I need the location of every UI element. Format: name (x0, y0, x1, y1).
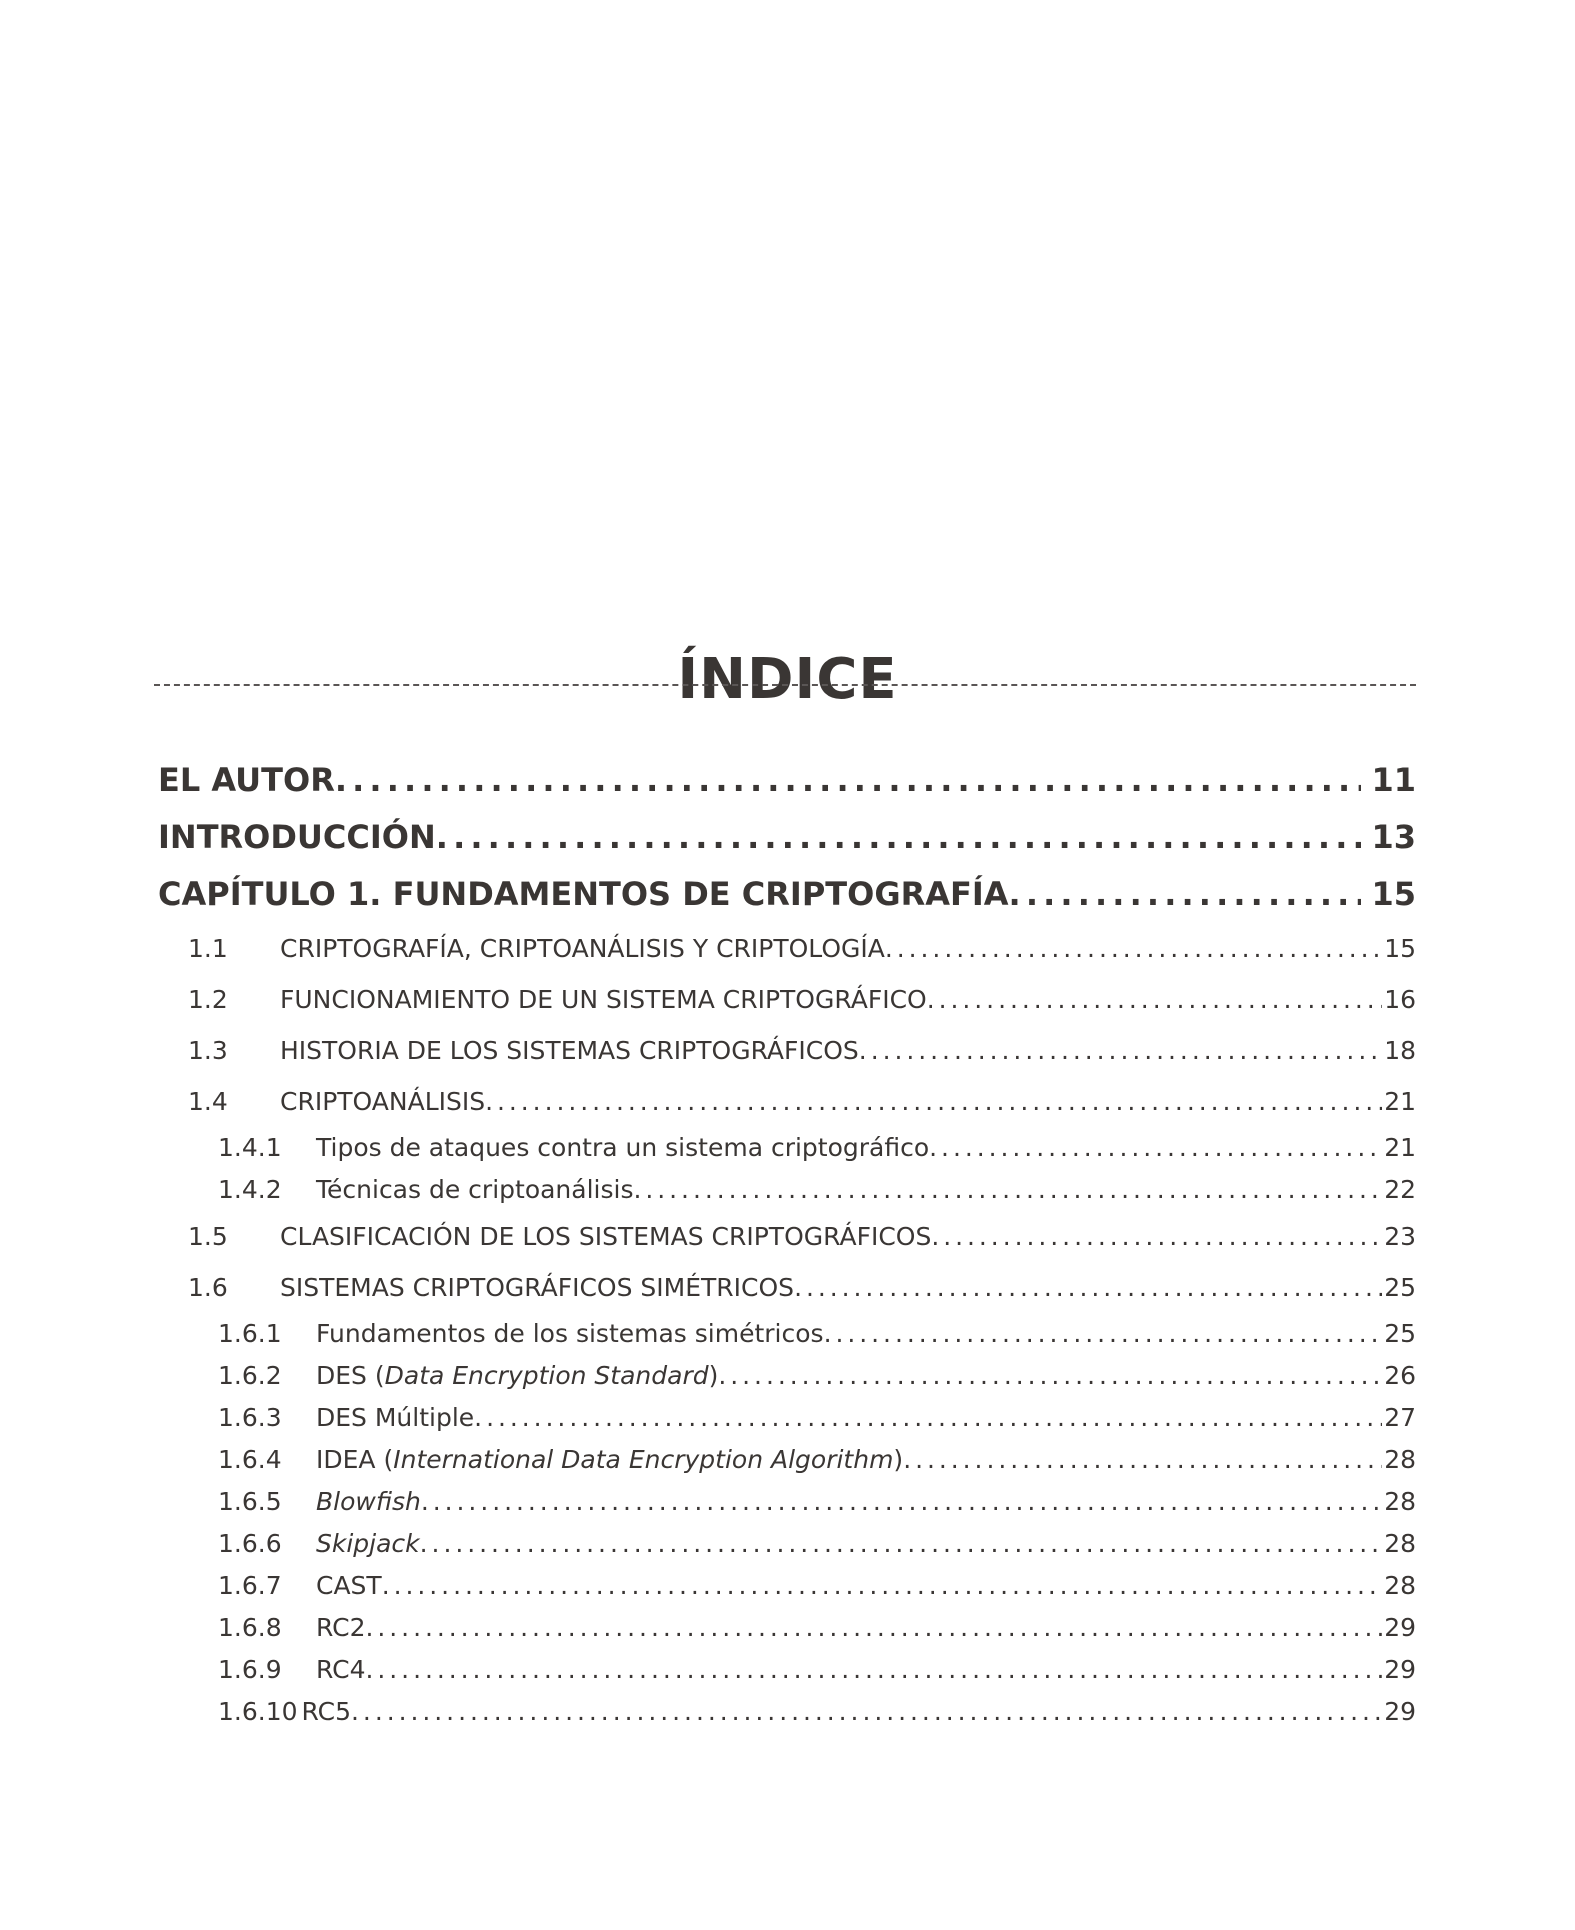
toc-entry-page: 21 (1384, 1133, 1416, 1162)
toc-entry-1-6-10[interactable] (158, 1691, 1416, 1733)
toc-entry-1-5[interactable] (158, 1211, 1416, 1262)
dot-leader (351, 1691, 1382, 1733)
toc-entry-page: 21 (1384, 1087, 1416, 1116)
dot-leader (1009, 866, 1362, 923)
toc-entry-page: 15 (1371, 875, 1416, 913)
toc-entry-label: CAST (316, 1571, 382, 1600)
label-text: IDEA ( (316, 1445, 394, 1474)
toc-entry-label: EL AUTOR (158, 761, 335, 799)
toc-entry-page: 28 (1384, 1445, 1416, 1474)
toc-entry-page: 28 (1384, 1571, 1416, 1600)
toc-entry-label (316, 1355, 718, 1397)
toc-entry-1-3[interactable] (158, 1025, 1416, 1076)
toc-entry-label: SISTEMAS CRIPTOGRÁFICOS SIMÉTRICOS (280, 1273, 795, 1302)
dot-leader (366, 1649, 1383, 1691)
toc-entry-number: 1.6.6 (218, 1529, 282, 1558)
dot-leader (485, 1076, 1382, 1127)
toc-entry-number: 1.1 (188, 934, 228, 963)
toc-entry-page: 13 (1371, 818, 1416, 856)
toc-entry-label: RC5 (301, 1697, 352, 1726)
toc-entry-1-6-4[interactable] (158, 1439, 1416, 1481)
toc-entry-label: CAPÍTULO 1. FUNDAMENTOS DE CRIPTOGRAFÍA (158, 875, 1009, 913)
toc-entry-page: 25 (1384, 1273, 1416, 1302)
title-divider (154, 684, 1416, 686)
toc-entry-page: 28 (1384, 1529, 1416, 1558)
toc-entry-number: 1.6.5 (218, 1487, 282, 1516)
dot-leader (859, 1025, 1382, 1076)
toc-entry-label (316, 1439, 903, 1481)
toc-entry-label (316, 1481, 421, 1523)
dot-leader (633, 1169, 1382, 1211)
dot-leader (824, 1313, 1383, 1355)
toc-entry-number: 1.6.2 (218, 1361, 282, 1390)
dot-leader (382, 1565, 1382, 1607)
toc-entry-number: 1.6.7 (218, 1571, 282, 1600)
dot-leader (436, 809, 1362, 866)
toc-entry-page: 25 (1384, 1319, 1416, 1348)
toc-entry-number: 1.4.1 (218, 1133, 282, 1162)
dot-leader (927, 974, 1382, 1025)
toc-entry-1-4-2[interactable] (158, 1169, 1416, 1211)
toc-entry-number: 1.5 (188, 1222, 228, 1251)
dot-leader (929, 1127, 1382, 1169)
toc-entry-number: 1.4 (188, 1087, 228, 1116)
toc-entry-label (316, 1523, 420, 1565)
toc-entry-number: 1.6.3 (218, 1403, 282, 1432)
toc-entry-1-6-7[interactable] (158, 1565, 1416, 1607)
toc-entry-1-6-1[interactable] (158, 1313, 1416, 1355)
toc-entry-page: 28 (1384, 1487, 1416, 1516)
toc-entry-1-6-5[interactable] (158, 1481, 1416, 1523)
toc-entry-1-6[interactable] (158, 1262, 1416, 1313)
toc-entry-1-4[interactable] (158, 1076, 1416, 1127)
toc-entry-page: 23 (1384, 1222, 1416, 1251)
dot-leader (931, 1211, 1382, 1262)
toc-entry-1-2[interactable] (158, 974, 1416, 1025)
toc-entry-page: 15 (1384, 934, 1416, 963)
toc-entry-label: Técnicas de criptoanálisis (316, 1175, 634, 1204)
toc-entry-number: 1.3 (188, 1036, 228, 1065)
toc-entry-label: RC2 (316, 1613, 366, 1642)
toc-entry-label: RC4 (316, 1655, 366, 1684)
label-text: ) (893, 1445, 904, 1474)
toc-entry-label: CRIPTOGRAFÍA, CRIPTOANÁLISIS Y CRIPTOLOGÍA (280, 934, 885, 963)
dot-leader (718, 1355, 1382, 1397)
toc-entry-number: 1.6 (188, 1273, 228, 1302)
dot-leader (420, 1523, 1383, 1565)
toc-entry-number: 1.6.8 (218, 1613, 282, 1642)
toc-entry-introduccion[interactable] (158, 809, 1416, 866)
toc-entry-label: Tipos de ataques contra un sistema criptográfico (316, 1133, 930, 1162)
toc-entry-label: HISTORIA DE LOS SISTEMAS CRIPTOGRÁFICOS (280, 1036, 859, 1065)
dot-leader (903, 1439, 1382, 1481)
toc-entry-label: FUNCIONAMIENTO DE UN SISTEMA CRIPTOGRÁFICO (280, 985, 927, 1014)
toc-entry-page: 29 (1384, 1613, 1416, 1642)
toc-entry-page: 18 (1384, 1036, 1416, 1065)
label-text: DES ( (316, 1361, 385, 1390)
label-emphasis: Skipjack (316, 1529, 420, 1558)
toc-entry-page: 27 (1384, 1403, 1416, 1432)
toc-entry-page: 22 (1384, 1175, 1416, 1204)
toc-entry-label: CLASIFICACIÓN DE LOS SISTEMAS CRIPTOGRÁFICOS (280, 1222, 932, 1251)
toc-entry-page: 26 (1384, 1361, 1416, 1390)
toc-entry-number: 1.6.1 (218, 1319, 282, 1348)
toc-entry-1-1[interactable] (158, 923, 1416, 974)
toc-entry-label: DES Múltiple (316, 1403, 475, 1432)
toc-entry-1-6-3[interactable] (158, 1397, 1416, 1439)
toc-entry-page: 29 (1384, 1697, 1416, 1726)
toc-entry-number: 1.2 (188, 985, 228, 1014)
toc-entry-number: 1.6.9 (218, 1655, 282, 1684)
dot-leader (421, 1481, 1382, 1523)
toc-entry-page: 29 (1384, 1655, 1416, 1684)
toc-entry-number: 1.6.4 (218, 1445, 282, 1474)
toc-entry-1-6-9[interactable] (158, 1649, 1416, 1691)
toc-entry-number: 1.6.10 (218, 1697, 298, 1726)
dot-leader (794, 1262, 1382, 1313)
toc-entry-1-6-6[interactable] (158, 1523, 1416, 1565)
toc-entry-1-6-2[interactable] (158, 1355, 1416, 1397)
toc-entry-capitulo-1[interactable] (158, 866, 1416, 923)
toc-entry-page: 11 (1371, 761, 1416, 799)
page-title: ÍNDICE (677, 646, 898, 712)
toc-entry-label: CRIPTOANÁLISIS (280, 1087, 486, 1116)
label-emphasis: International Data Encryption Algorithm (393, 1445, 894, 1474)
label-emphasis: Data Encryption Standard (384, 1361, 709, 1390)
toc-entry-label: Fundamentos de los sistemas simétricos (316, 1319, 824, 1348)
toc-entry-number: 1.4.2 (218, 1175, 282, 1204)
dot-leader (474, 1397, 1382, 1439)
dot-leader (335, 752, 1362, 809)
label-emphasis: Blowfish (316, 1487, 421, 1516)
table-of-contents (158, 752, 1416, 1733)
dot-leader (366, 1607, 1383, 1649)
toc-entry-label: INTRODUCCIÓN (158, 818, 436, 856)
toc-entry-1-6-8[interactable] (158, 1607, 1416, 1649)
toc-entry-page: 16 (1384, 985, 1416, 1014)
label-text: ) (708, 1361, 719, 1390)
toc-entry-1-4-1[interactable] (158, 1127, 1416, 1169)
dot-leader (885, 923, 1382, 974)
toc-entry-el-autor[interactable] (158, 752, 1416, 809)
